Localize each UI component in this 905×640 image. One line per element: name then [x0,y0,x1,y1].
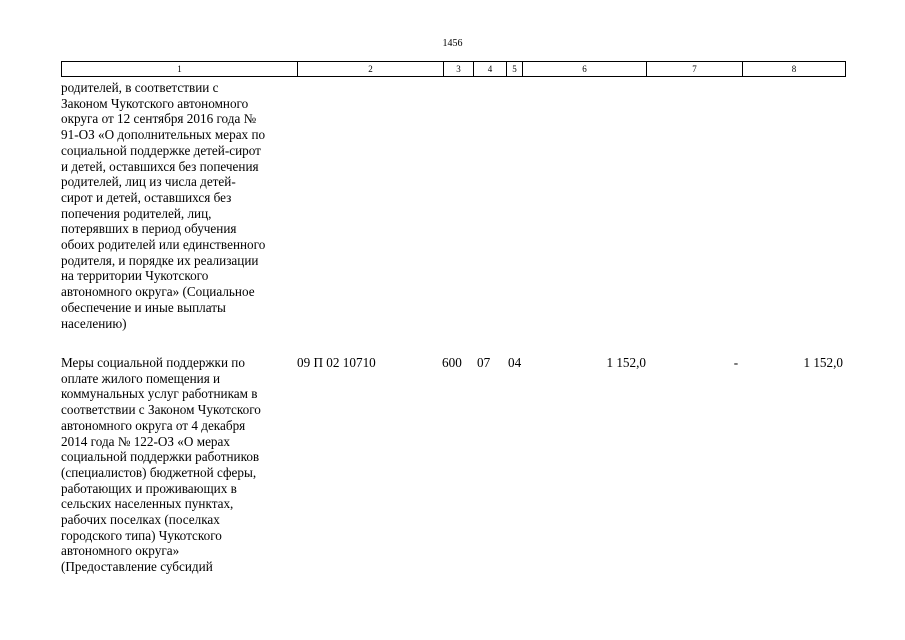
row-description: Меры социальной поддержки по оплате жилого помещения и коммунальных услуг работникам в соответствии с Законом Чукотского автономного округа от 4 декабря 2014 года № 122-ОЗ «О мерах социальной поддержки работников (специалистов) бюджетной сферы, работающих и проживающих в сельских населенных пунктах, рабочих поселках (поселках городского типа) Чукотского автономного округа» (Предоставление субсидий [61,355,261,575]
page-number: 1456 [442,38,463,49]
column-header-1: 1 [62,62,298,76]
subsection-code: 04 [508,355,522,370]
column-header-6: 6 [523,62,647,76]
column-header-8: 8 [791,64,797,74]
amount-column-7: - [733,355,739,370]
target-article-code: 09 П 02 10710 [297,355,376,370]
column-header-5: 5 [507,62,523,76]
table-header-row [61,61,846,77]
section-code: 07 [477,355,491,370]
column-header-2: 2 [298,62,444,76]
column-header-4: 4 [474,62,507,76]
row-description: родителей, в соответствии с Законом Чукотского автономного округа от 12 сентября 2016 года № 91-ОЗ «О дополнительных мерах по социальной поддержке детей-сирот и детей, оставшихся без попечения родителей, лиц из числа детей- сирот и детей, оставшихся без попечения родителей, лиц, потерявших в период обучения обоих родителей или единственного родителя, и порядке их реализации на территории Чукотского автономного округа» (Социальное обеспечение и иные выплаты населению) [61,80,266,331]
column-header-7: 7 [647,62,743,76]
expense-type-code: 600 [442,355,462,370]
column-header-3: 3 [444,62,474,76]
amount-total: 1 152,0 [606,355,646,370]
amount-column-8: 1 152,0 [803,355,843,370]
